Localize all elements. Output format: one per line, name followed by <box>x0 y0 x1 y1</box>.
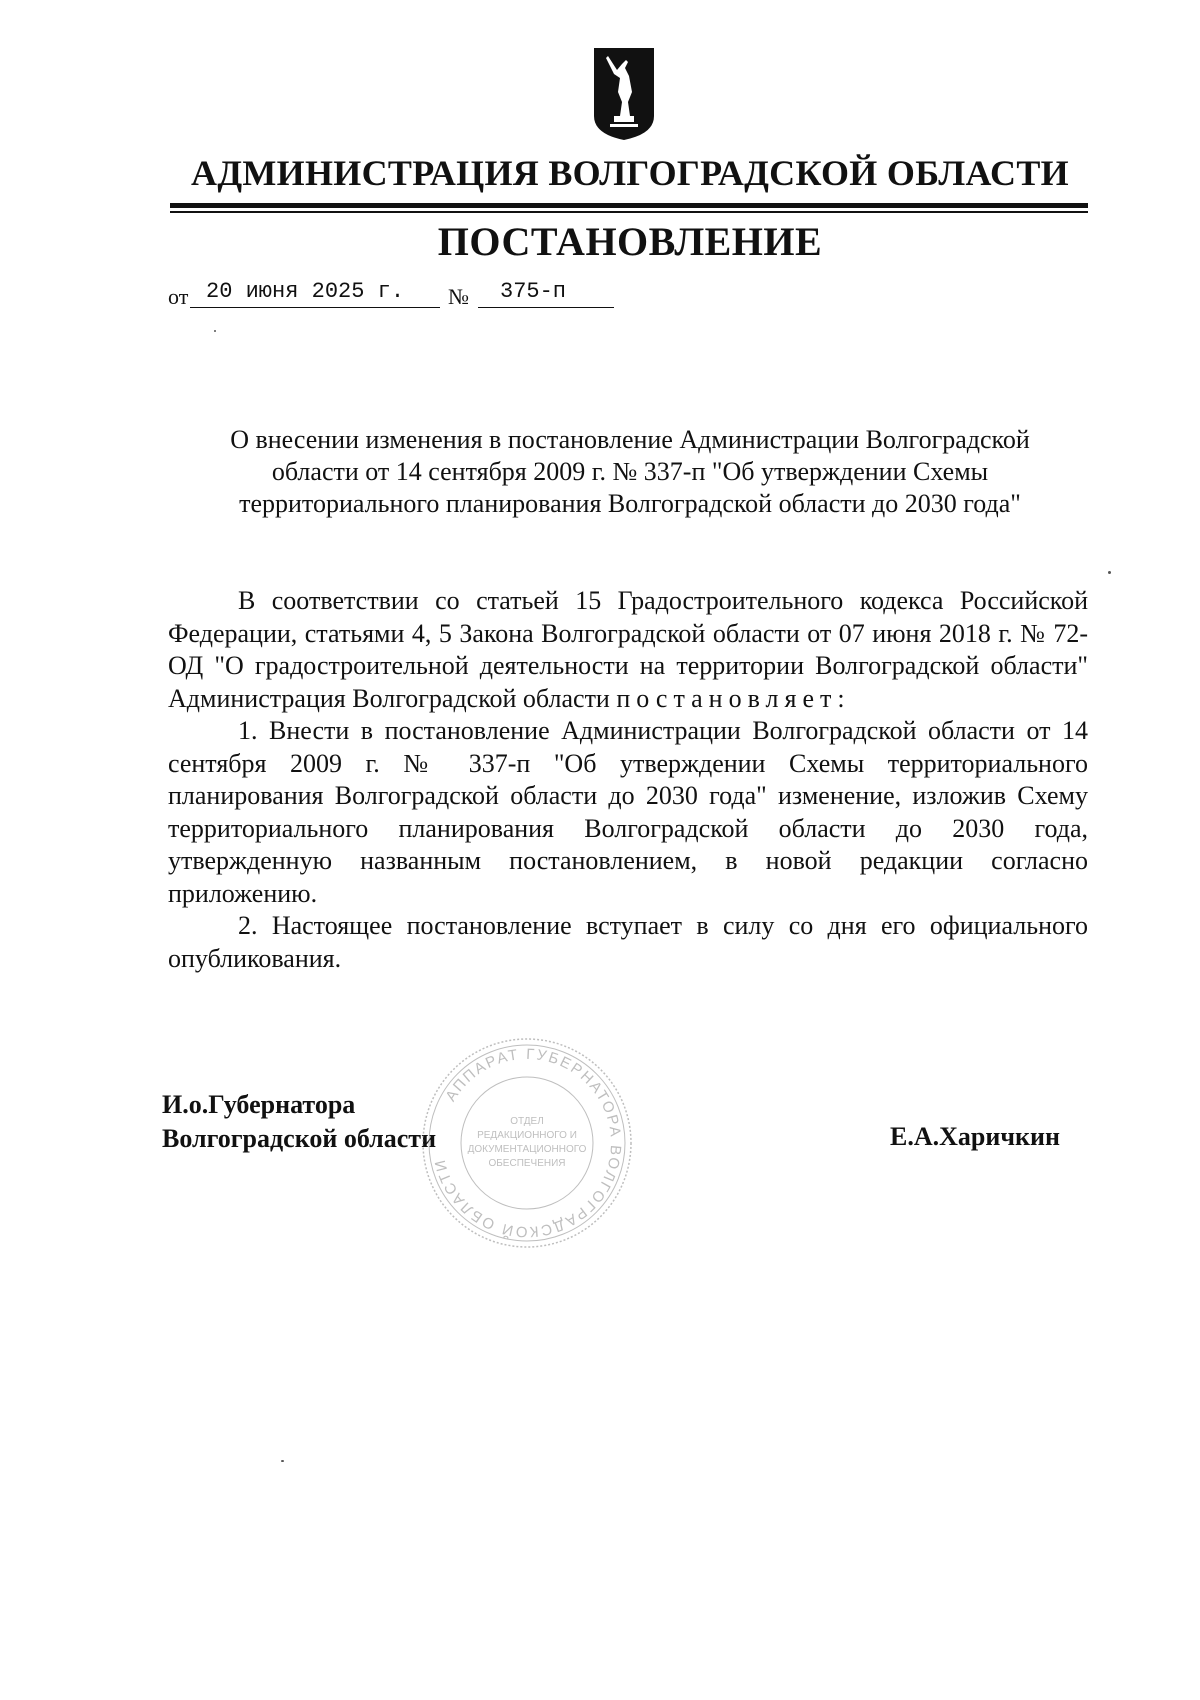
signer-position-line: Волгоградской области <box>162 1124 437 1153</box>
item-2-paragraph: 2. Настоящее постановление вступает в силу со дня его официального опубликования. <box>168 911 1088 973</box>
subject-line: О внесении изменения в постановление Администрации Волгоградской <box>230 425 1030 454</box>
scan-speck <box>281 1460 284 1462</box>
stamp-inner-text: ОБЕСПЕЧЕНИЯ <box>488 1158 566 1169</box>
signer-position-line: И.о.Губернатора <box>162 1090 356 1119</box>
scan-speck <box>214 330 216 332</box>
document-meta <box>168 278 628 312</box>
document-body <box>168 585 1088 975</box>
preamble-text: В соответствии со статьей 15 Градостроительного кодекса Российской Федерации, статьями 4, 5 Закона Волгоградской области от 07 июня 2018 г. № 72-ОД "О градостроительной деятельности на территории Волгоградской области" Администрация Волгоградской области <box>168 586 1088 713</box>
scan-speck <box>1108 571 1111 574</box>
document-date: 20 июня 2025 г. <box>190 278 440 308</box>
stamp-inner-text: РЕДАКЦИОННОГО И <box>477 1130 577 1141</box>
subject-line: области от 14 сентября 2009 г. № 337-п "Об утверждении Схемы <box>271 457 989 486</box>
document-type-title: ПОСТАНОВЛЕНИЕ <box>437 219 823 264</box>
document-number: 375-п <box>478 278 614 308</box>
coat-of-arms-emblem <box>592 46 656 142</box>
header-rule-thick <box>170 203 1088 208</box>
stamp-inner-text: ДОКУМЕНТАЦИОННОГО <box>467 1144 587 1155</box>
item-1-paragraph: 1. Внести в постановление Администрации Волгоградской области от 14 сентября 2009 г. № 337-п "Об утверждении Схемы территориального планирования Волгоградской области до 2030 года" изменение, изложив Схему территориального планирования Волгоградской области до 2030 года, утвержденную названным постановлением, в новой редакции согласно приложению. <box>168 716 1088 908</box>
preamble-paragraph <box>168 585 1088 715</box>
signer-position <box>162 1088 436 1156</box>
document-subject <box>170 424 1090 520</box>
official-stamp <box>420 1036 634 1250</box>
header-rule-thin <box>170 211 1088 213</box>
stamp-inner-text: ОТДЕЛ <box>510 1116 544 1127</box>
signer-name: Е.А.Харичкин <box>890 1122 1060 1151</box>
organization-title: АДМИНИСТРАЦИЯ ВОЛГОГРАДСКОЙ ОБЛАСТИ <box>191 153 1069 193</box>
subject-line: территориального планирования Волгоградской области до 2030 года" <box>239 489 1021 518</box>
stamp-outer-text: АППАРАТ ГУБЕРНАТОРА ВОЛГОГРАДСКОЙ ОБЛАСТИ <box>431 1045 625 1241</box>
resolves-word: постановляет: <box>616 683 851 713</box>
date-label: от <box>168 284 189 309</box>
number-label: № <box>448 284 469 309</box>
